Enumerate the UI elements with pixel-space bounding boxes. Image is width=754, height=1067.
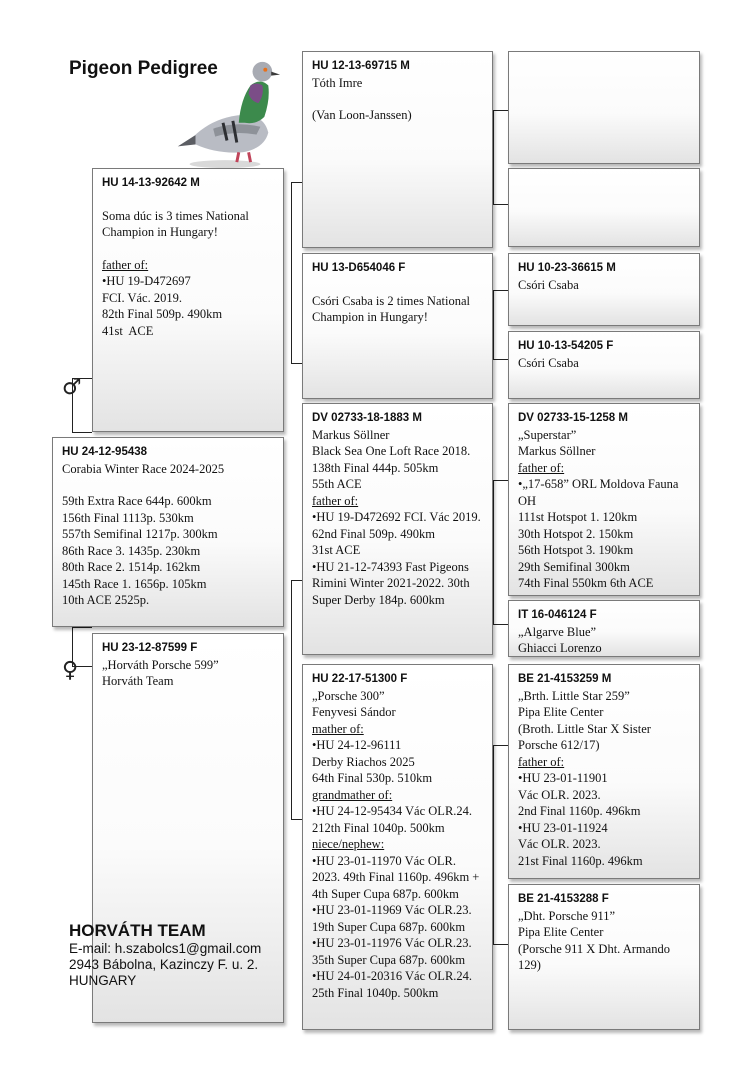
address-text: 2943 Bábolna, Kazinczy F. u. 2. [69, 957, 259, 972]
info-line: (Broth. Little Star X Sister Porsche 612/17) [518, 721, 655, 752]
ring-number: HU 13-D654046 F [312, 262, 406, 274]
ring-number: HU 14-13-92642 M [102, 177, 200, 189]
info-line: 156th Final 1113p. 530km [62, 510, 194, 525]
section-label: grandmather of: [312, 787, 393, 802]
country-text: HUNGARY [69, 973, 137, 988]
info-line: „Algarve Blue” [518, 624, 597, 639]
connector-fm-parents [493, 290, 508, 360]
section-label: mather of: [312, 721, 364, 736]
info-line: 80th Race 2. 1514p. 162km [62, 560, 201, 574]
info-line: •HU 24-12-95434 Vác OLR.24. [312, 804, 473, 818]
info-line: (Porsche 911 X Dht. Armando 129) [518, 941, 674, 972]
ring-number: HU 23-12-87599 F [102, 642, 198, 654]
fmm-box [508, 331, 700, 399]
info-line: „Porsche 300” [312, 688, 385, 703]
info-line: •HU 19-D472697 [102, 274, 191, 288]
info-line: 59th Extra Race 644p. 600km [62, 494, 212, 508]
section-label: niece/nephew: [312, 837, 385, 851]
spacer [62, 477, 274, 493]
info-line: Markus Söllner [312, 427, 390, 442]
fmf-box [508, 253, 700, 326]
info-line: Ghiacci Lorenzo [518, 641, 602, 655]
ring-number: HU 24-12-95438 [62, 446, 148, 458]
info-line: Fenyvesi Sándor [312, 705, 396, 719]
connector-father-parents [291, 182, 302, 364]
subject-box [52, 437, 284, 627]
mff-box [508, 403, 700, 596]
info-line: Pipa Elite Center [518, 705, 604, 719]
info-line: Black Sea One Loft Race 2018. [312, 444, 471, 458]
info-line: Csóri Csaba is 2 times National Champion in Hungary! [312, 293, 474, 324]
info-line: •HU 19-D472692 FCI. Vác 2019. 62nd Final 509p. 490km [312, 510, 484, 541]
ring-number: IT 16-046124 F [518, 609, 597, 621]
info-line: •HU 24-01-20316 Vác OLR.24. 25th Final 1040p. 500km [312, 969, 476, 1000]
info-line: „Horváth Porsche 599” [102, 657, 219, 672]
info-line: Corabia Winter Race 2024-2025 [62, 461, 225, 476]
ring-number: HU 10-23-36615 M [518, 262, 616, 274]
info-line: „Brth. Little Star 259” [518, 688, 630, 703]
spacer [102, 192, 274, 208]
info-line: Csóri Csaba [518, 277, 579, 292]
connector-mother-parents [291, 580, 302, 820]
info-line: 111st Hotspot 1. 120km [518, 510, 638, 524]
mfm-box [508, 600, 700, 657]
connector-mf-parents [493, 480, 508, 625]
info-line: •HU 23-01-11970 Vác OLR. 2023. 49th Final 1160p. 496km + 4th Super Cupa 687p. 600km [312, 853, 483, 901]
info-line: 56th Hotspot 3. 190km [518, 543, 634, 557]
mm-box [302, 664, 493, 1030]
info-line: Vác OLR. 2023. [518, 787, 601, 802]
info-line: 557th Semifinal 1217p. 300km [62, 527, 218, 541]
mmm-box [508, 884, 700, 1030]
info-line: •„17-658” ORL Moldova Fauna OH [518, 477, 682, 508]
female-symbol: ♀ [62, 658, 79, 683]
ring-number: DV 02733-18-1883 M [312, 412, 422, 424]
footer-contact [69, 921, 261, 989]
info-line: •HU 23-01-11976 Vác OLR.23. 35th Super Cupa 687p. 600km [312, 936, 475, 967]
team-name: HORVÁTH TEAM [69, 921, 206, 940]
info-line: FCI. Vác. 2019. [102, 290, 182, 305]
info-line: 55th ACE [312, 477, 362, 491]
info-line: 64th Final 530p. 510km [312, 771, 433, 785]
info-line: 41st ACE [102, 323, 154, 338]
father-box [92, 168, 284, 432]
info-line: 145th Race 1. 1656p. 105km [62, 576, 207, 591]
info-line: „Superstar” [518, 427, 577, 442]
info-line: •HU 23-01-11969 Vác OLR.23. 19th Super Cupa 687p. 600km [312, 903, 475, 934]
ffm-box [508, 168, 700, 247]
ring-number: HU 22-17-51300 F [312, 673, 408, 685]
info-line: (Van Loon-Janssen) [312, 108, 412, 122]
ring-number: BE 21-4153288 F [518, 893, 609, 905]
info-line: Csóri Csaba [518, 355, 579, 370]
ff-box [302, 51, 493, 248]
spacer [312, 91, 483, 107]
info-line: 31st ACE [312, 543, 361, 557]
ring-number: HU 12-13-69715 M [312, 60, 410, 72]
email-text: E-mail: h.szabolcs1@gmail.com [69, 941, 262, 956]
info-line: Markus Söllner [518, 444, 596, 458]
spacer [102, 241, 274, 257]
info-line: 138th Final 444p. 505km [312, 460, 439, 475]
connector-mm-parents [493, 745, 508, 945]
ring-number: DV 02733-15-1258 M [518, 412, 628, 424]
info-line: •HU 24-12-96111 [312, 738, 402, 752]
info-line: 82th Final 509p. 490km [102, 307, 223, 321]
pigeon-photo [166, 52, 284, 170]
info-line: •HU 21-12-74393 Fast Pigeons Rimini Winter 2021-2022. 30th Super Derby 184p. 600km [312, 559, 473, 607]
info-line: 2nd Final 1160p. 496km [518, 804, 641, 818]
info-line: Horváth Team [102, 674, 174, 688]
info-line: 86th Race 3. 1435p. 230km [62, 543, 201, 558]
section-label: father of: [102, 257, 149, 272]
info-line: 21st Final 1160p. 496km [518, 853, 643, 868]
ring-number: HU 10-13-54205 F [518, 340, 614, 352]
info-line: •HU 23-01-11924 [518, 820, 608, 835]
spacer [312, 277, 483, 293]
info-line: 212th Final 1040p. 500km [312, 820, 445, 835]
fff-box [508, 51, 700, 164]
page-title: Pigeon Pedigree [69, 58, 218, 79]
section-label: father of: [312, 493, 359, 508]
fm-box [302, 253, 493, 399]
info-line: 30th Hotspot 2. 150km [518, 526, 634, 541]
section-label: father of: [518, 460, 565, 475]
mmf-box [508, 664, 700, 879]
ring-number: BE 21-4153259 M [518, 673, 612, 685]
info-line: Derby Riachos 2025 [312, 754, 415, 769]
info-line: Vác OLR. 2023. [518, 837, 601, 851]
info-line: Tóth Imre [312, 75, 363, 90]
info-line: 29th Semifinal 300km [518, 559, 630, 574]
connector-ff-parents [493, 110, 508, 205]
male-symbol: ♂ [62, 375, 82, 400]
info-line: „Dht. Porsche 911” [518, 908, 616, 923]
mf-box [302, 403, 493, 655]
info-line: Pipa Elite Center [518, 925, 604, 939]
info-line: •HU 23-01-11901 [518, 771, 608, 785]
info-line: 74th Final 550km 6th ACE [518, 576, 654, 590]
info-line: Soma dúc is 3 times National Champion in Hungary! [102, 208, 252, 239]
info-line: 10th ACE 2525p. [62, 593, 150, 607]
section-label: father of: [518, 754, 565, 769]
